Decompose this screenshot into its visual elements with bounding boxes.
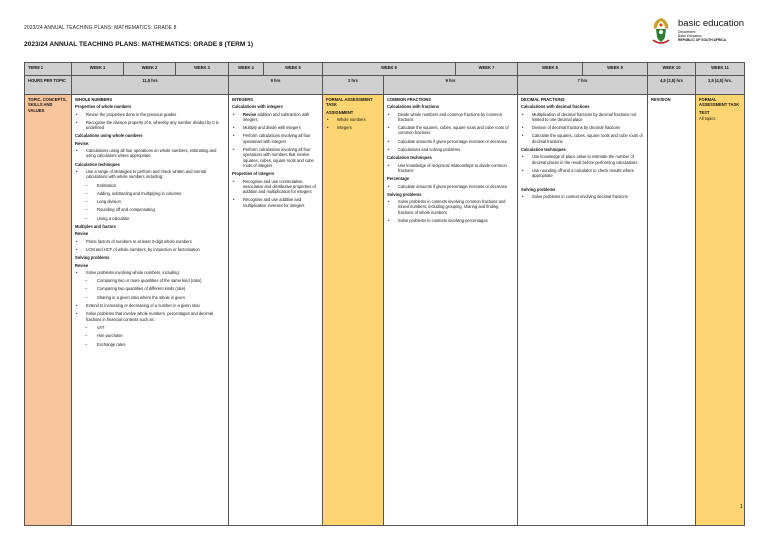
wn-revise-label: Revise <box>75 231 89 237</box>
revision-cell <box>648 95 696 526</box>
cf-heading-percentage: Percentage <box>387 176 410 182</box>
sub-list-item: – Comparing two quantities of different kinds (rate) <box>75 286 225 291</box>
week-6-header: WEEK 6 <box>323 63 456 76</box>
int-heading-properties: Properties of integers <box>232 171 275 177</box>
hours-decimal-fractions: 7 hrs <box>518 76 648 95</box>
wn-heading-problems: Solving problems <box>75 255 110 261</box>
week-11-header: WEEK 11 <box>696 63 745 76</box>
list-item: • Solve problems in context involving decimal fractions <box>521 194 644 199</box>
sub-list-item: – Adding, subtracting and multiplying in columns <box>75 191 225 196</box>
list-item: • Recognise and use commutative, associative and distributive properties of addition and multiplication for integers <box>232 179 319 195</box>
decimal-fractions-title: DECIMAL FRACTIONS <box>521 97 565 102</box>
list-item: • Use knowledge of place value to estimate the number of decimal places in the result before performing calculations <box>521 154 644 165</box>
sub-list-item: – Using a calculator <box>75 216 225 221</box>
list-item: • Solve problems involving whole numbers, including: <box>75 270 225 275</box>
formal-2-note: All topics <box>699 115 716 121</box>
list-item: • Calculate the squares, cubes, square roots and cube roots of decimal fractions <box>521 133 644 144</box>
topics-row <box>25 95 745 526</box>
list-item: • Whole numbers <box>326 117 380 122</box>
revision-title: REVISION <box>651 97 671 102</box>
revise-emphasis: Revise <box>243 111 257 117</box>
list-item: • Calculations using all four operations on whole numbers, estimating and using calculators where appropriate <box>75 148 225 159</box>
sub-list-item: – Hire purchase <box>75 333 225 338</box>
page-title: 2023/24 ANNUAL TEACHING PLANS: MATHEMATICS: GRADE 8 (TERM 1) <box>24 41 254 48</box>
list-item: • Revise the properties done in the previous grades <box>75 112 225 117</box>
hours-integers: 9 hrs <box>229 76 323 95</box>
cf-heading-problems: Solving problems <box>387 191 422 197</box>
formal-assessment-1-cell <box>323 95 384 526</box>
list-item-text: addition and subtraction with integers <box>243 111 310 122</box>
list-item: • Extend to increasing or decreasing of a number in a given ratio <box>75 303 225 308</box>
brand-subtitle <box>678 30 726 42</box>
sub-list-item: – Comparing two or more quantities of the same kind (ratio) <box>75 278 225 283</box>
cf-heading-calculations: Calculations with fractions <box>387 104 440 110</box>
list-item: • Use knowledge of reciprocal relationships to divide common fractions <box>387 163 514 174</box>
list-item: • Solve problems in contexts involving percentages <box>387 218 514 223</box>
wn-heading-multiples: Multiples and factors <box>75 224 116 230</box>
decimal-fractions-cell <box>518 95 648 526</box>
week-7-header: WEEK 7 <box>456 63 518 76</box>
list-item: • Multiply and divide with integers <box>232 125 319 130</box>
week-1-header: WEEK 1 <box>72 63 124 76</box>
hours-label: HOURS PER TOPIC <box>25 76 72 95</box>
hours-formal-2: 2,5 (4,5) hrs. <box>696 76 745 95</box>
week-5-header: WEEK 5 <box>264 63 323 76</box>
week-3-header: WEEK 3 <box>176 63 229 76</box>
list-item: • Recognise the division property of 0, whereby any number divided by 0 is undefined <box>75 120 225 131</box>
list-item: • Division of decimal fractions by decimal fractions <box>521 125 644 130</box>
whole-numbers-title: WHOLE NUMBERS <box>75 97 113 102</box>
sub-list-item: – VAT <box>75 325 225 330</box>
department-logo <box>650 16 746 50</box>
sub-list-item: – Exchange rates <box>75 342 225 347</box>
week-8-header: WEEK 8 <box>518 63 583 76</box>
df-heading-calculations: Calculations with decimal fractions <box>521 104 590 110</box>
list-item: • Use a range of strategies to perform and check written and mental calculations with whole numbers including: <box>75 169 225 180</box>
wn-heading-calculations: Calculations using whole numbers <box>75 133 143 139</box>
wn-revise-label: Revise: <box>75 140 90 146</box>
sub-list-item: – Long division <box>75 199 225 204</box>
week-2-header: WEEK 2 <box>124 63 176 76</box>
page-number: 1 <box>740 504 743 510</box>
list-item: • Recognise and use additive and multiplicative inverses for integers <box>232 197 319 208</box>
list-item: • Solve problems in contexts involving common fractions and mixed numbers, including grouping, sharing and finding fractions of whole numbers <box>387 199 514 215</box>
list-item: • Divide whole numbers and common fractions by common fractions <box>387 112 514 123</box>
integers-cell <box>229 95 323 526</box>
list-item: • Multiplication of decimal fractions by decimal fractions not limited to one decimal place <box>521 112 644 123</box>
hours-common-fractions: 9 hrs <box>384 76 518 95</box>
cf-heading-techniques: Calculation techniques <box>387 155 432 161</box>
hours-row <box>25 76 745 95</box>
week-4-header: WEEK 4 <box>229 63 264 76</box>
sub-list-item: – Rounding off and compensating <box>75 207 225 212</box>
topic-label: TOPIC, CONCEPTS, SKILLS AND VALUES <box>25 95 72 526</box>
formal-assessment-2-cell <box>696 95 745 526</box>
list-item: • Use rounding off and a calculator to check results where appropriate <box>521 168 644 179</box>
list-item: • Calculate amounts if given percentage increase or decrease <box>387 184 514 189</box>
common-fractions-title: COMMON FRACTIONS <box>387 97 432 102</box>
week-10-header: WEEK 10 <box>648 63 696 76</box>
brand-line-3: REPUBLIC OF SOUTH AFRICA <box>678 38 727 42</box>
hours-revision: 4,5 (2,5) hrs <box>648 76 696 95</box>
list-item: • Calculations and solving problems <box>387 147 514 152</box>
brand-name: basic education <box>678 18 745 29</box>
int-heading-calculations: Calculations with integers <box>232 104 283 110</box>
list-item: • Solve problems that involve whole numbers, percentages and decimal fractions in financial contexts such as: <box>75 311 225 322</box>
common-fractions-cell <box>384 95 518 526</box>
sub-list-item: – Sharing in a given ratio where the whole is given <box>75 295 225 300</box>
coat-of-arms-icon <box>650 16 672 46</box>
formal-2-title: FORMAL ASSESSMENT TASK <box>699 97 740 108</box>
list-item: • Perform calculations involving all four operations with numbers that involve squares, cubes, square roots and cube roots of integers <box>232 147 319 168</box>
list-item <box>232 112 319 123</box>
integers-title: INTEGERS <box>232 97 253 102</box>
formal-2-test: TEST <box>699 109 710 115</box>
list-item: • Perform calculations involving all four operations with integers <box>232 133 319 144</box>
list-item: • Calculate amounts if given percentage increase or decrease <box>387 139 514 144</box>
list-item: • Integers <box>326 125 380 130</box>
list-item: • Calculate the squares, cubes, square roots and cube roots of common fractions <box>387 125 514 136</box>
term-label: TERM 1 <box>25 63 72 76</box>
formal-1-assignment: ASSIGNMENT <box>326 109 354 115</box>
week-header-row <box>25 63 745 76</box>
whole-numbers-cell <box>72 95 229 526</box>
running-header: 2023/24 ANNUAL TEACHING PLANS: MATHEMATICS: GRADE 8 <box>24 25 177 31</box>
brand-line-1: Department: <box>678 30 697 34</box>
df-heading-problems: Solving problems <box>521 186 556 192</box>
list-item: • LCM and HCF of whole numbers, by inspection or factorisation <box>75 247 225 252</box>
week-9-header: WEEK 9 <box>583 63 648 76</box>
wn-heading-techniques: Calculation techniques <box>75 161 120 167</box>
hours-formal-1: 2 hrs <box>323 76 384 95</box>
wn-revise-label: Revise <box>75 262 89 268</box>
brand-line-2: Basic Education <box>678 34 702 38</box>
list-item: • Prime factors of numbers to at least 3-digit whole numbers <box>75 239 225 244</box>
formal-1-title: FORMAL ASSESSMENT TASK <box>326 97 373 108</box>
hours-whole-numbers: 11,5 hrs <box>72 76 229 95</box>
wn-heading-properties: Properties of whole numbers <box>75 104 132 110</box>
sub-list-item: – Estimation <box>75 183 225 188</box>
df-heading-techniques: Calculation techniques <box>521 147 566 153</box>
teaching-plan-table <box>24 62 745 526</box>
